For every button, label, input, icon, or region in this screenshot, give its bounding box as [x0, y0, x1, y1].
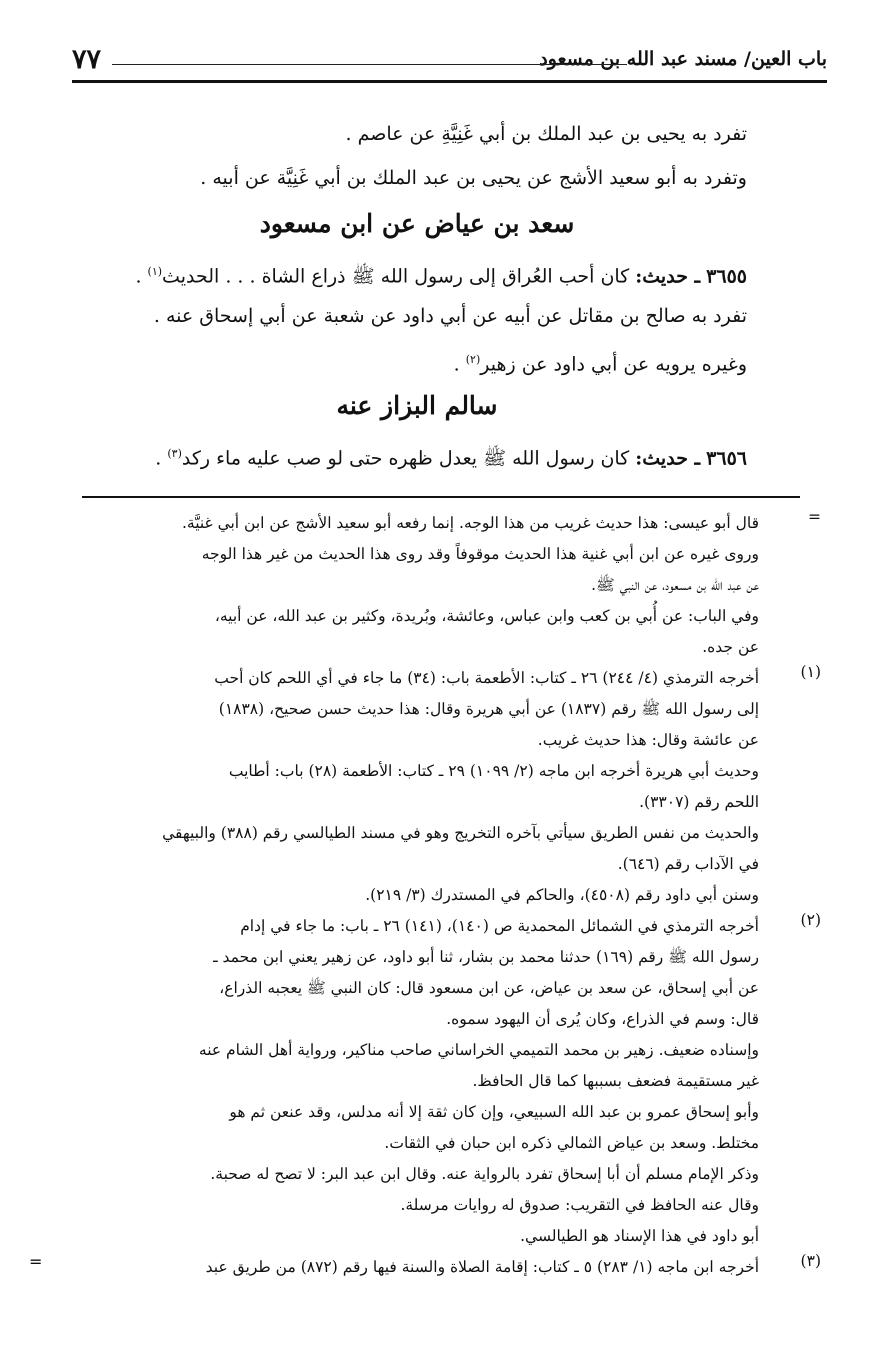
footnote-line: غير مستقيمة فضعف بسببها كما قال الحافظ. — [472, 1072, 759, 1090]
hadith-entry: ٣٦٥٦ ـ حديث: كان رسول الله ﷺ يعدل ظهره حتى لو صب عليه ماء ركد$^{(٣)}$ . — [155, 447, 747, 470]
hadith-number: ٣٦٥٦ — [706, 447, 747, 470]
footnote-line: عن عبد الله بن مسعود، عن النبي ﷺ. — [591, 576, 759, 594]
header-dash-line — [112, 64, 627, 65]
footnote-line: قال أبو عيسى: هذا حديث غريب من هذا الوجه. إنما رفعه أبو سعيد الأشج عن ابن أبي غنيَّة. — [181, 514, 759, 532]
footnote-line: مختلط. وسعد بن عياض الثمالي ذكره ابن حبان في الثقات. — [384, 1134, 759, 1152]
footnote-ref: (٢) — [465, 353, 481, 366]
footnote-line: عن جده. — [702, 638, 759, 656]
hadith-label: ـ حديث: — [635, 447, 701, 470]
footnote-line: قال: وسم في الذراع، وكان يُرى أن اليهود سموه. — [446, 1010, 759, 1028]
footnote-3 — [29, 1252, 821, 1283]
footnote-line: وسنن أبي داود رقم (٤٥٠٨)، والحاكم في المستدرك (٣/ ٢١٩). — [365, 886, 759, 904]
footnote-marker: (٢) — [800, 911, 821, 929]
footnote-line: وقال عنه الحافظ في التقريب: صدوق له روايات مرسلة. — [400, 1196, 759, 1214]
footnote-separator — [82, 496, 800, 498]
footnote-2 — [59, 911, 821, 1252]
footnote-marker: (١) — [800, 663, 821, 681]
main-text — [87, 112, 747, 476]
text-line: وتفرد به أبو سعيد الأشج عن يحيى بن عبد الملك بن أبي غَنِيَّة عن أبيه . — [200, 167, 747, 189]
footnotes — [29, 508, 821, 1283]
continuation-mark: = — [808, 508, 821, 526]
footnote-line: أبو داود في هذا الإسناد هو الطيالسي. — [520, 1227, 759, 1245]
page-header — [72, 44, 827, 84]
footnote-line: وذكر الإمام مسلم أن أبا إسحاق تفرد بالرواية عنه. وقال ابن عبد البر: لا تصح له صحبة. — [210, 1165, 759, 1183]
section-heading: سالم البزاز عنه — [336, 391, 498, 420]
footnote-1 — [59, 663, 821, 911]
footnote-line: أخرجه الترمذي في الشمائل المحمدية ص (١٤٠)، (١٤١) ٢٦ ـ باب: ما جاء في إدام — [240, 917, 759, 935]
footnote-line: إلى رسول الله ﷺ رقم (١٨٣٧) عن أبي هريرة وقال: هذا حديث حسن صحيح، (١٨٣٨) — [218, 700, 759, 718]
hadith-number: ٣٦٥٥ — [706, 265, 747, 288]
footnote-continuation — [59, 508, 821, 663]
hadith-text: كان أحب العُراق إلى رسول الله ﷺ ذراع الشاة . . . الحديث — [162, 265, 636, 288]
hadith-entry: ٣٦٥٥ ـ حديث: كان أحب العُراق إلى رسول الله ﷺ ذراع الشاة . . . الحديث$^{(١)}$ . — [135, 265, 747, 288]
hadith-text: كان رسول الله ﷺ يعدل ظهره حتى لو صب عليه ماء ركد — [181, 447, 636, 470]
footnote-line: اللحم رقم (٣٣٠٧). — [639, 793, 759, 811]
footnote-line: وإسناده ضعيف. زهير بن محمد التميمي الخراساني صاحب مناكير، ورواية أهل الشام عنه — [198, 1041, 759, 1059]
text-line: تفرد به صالح بن مقاتل عن أبيه عن أبي داود عن شعبة عن أبي إسحاق عنه . — [153, 305, 747, 327]
section-heading: سعد بن عياض عن ابن مسعود — [259, 209, 575, 238]
text-line: تفرد به يحيى بن عبد الملك بن أبي غَنِيَّةِ عن عاصم . — [345, 123, 747, 145]
footnote-line: وفي الباب: عن أُبي بن كعب وابن عباس، وعائشة، وبُريدة، وكثير بن عبد الله، عن أبيه، — [214, 607, 759, 625]
footnote-line: أخرجه ابن ماجه (١/ ٢٨٣) ٥ ـ كتاب: إقامة الصلاة والسنة فيها رقم (٨٧٢) من طريق عبد — [205, 1258, 759, 1276]
running-title: باب العين/ مسند عبد الله بن مسعود — [539, 48, 827, 70]
footnote-line: عن عائشة وقال: هذا حديث غريب. — [537, 731, 759, 749]
footnote-line: في الآداب رقم (٦٤٦). — [617, 855, 759, 873]
footnote-ref: (١) — [147, 265, 163, 278]
continued-mark: = — [29, 1252, 43, 1271]
footnote-line: وحديث أبي هريرة أخرجه ابن ماجه (٢/ ١٠٩٩) ٢٩ ـ كتاب: الأطعمة (٢٨) باب: أطايب — [228, 762, 759, 780]
footnote-line: والحديث من نفس الطريق سيأتي بآخره التخريج وهو في مسند الطيالسي رقم (٣٨٨) والبيهقي — [162, 824, 759, 842]
footnote-line: وأبو إسحاق عمرو بن عبد الله السبيعي، وإن كان ثقة إلا أنه مدلس، وقد عنعن ثم هو — [229, 1103, 759, 1121]
footnote-line: عن أبي إسحاق، عن سعد بن عياض، عن ابن مسعود قال: كان النبي ﷺ يعجبه الذراع، — [219, 979, 759, 997]
footnote-ref: (٣) — [167, 447, 182, 460]
text-span: وغيره يرويه عن أبي داود عن زهير — [480, 353, 747, 376]
text-line: وغيره يرويه عن أبي داود عن زهير$^{(٢)}$ . — [453, 353, 747, 376]
page-number: ٧٧ — [72, 44, 102, 75]
hadith-label: ـ حديث: — [635, 265, 701, 288]
footnote-line: رسول الله ﷺ رقم (١٦٩) حدثنا محمد بن بشار، ثنا أبو داود، عن زهير يعني ابن محمد ـ — [213, 948, 759, 966]
footnote-line: وروى غيره عن ابن أبي غنية هذا الحديث موقوفاً وقد روى هذا الحديث من غير هذا الوجه — [201, 545, 759, 563]
header-rule — [72, 80, 827, 83]
footnote-marker: (٣) — [800, 1252, 821, 1270]
footnote-line: أخرجه الترمذي (٤/ ٢٤٤) ٢٦ ـ كتاب: الأطعمة باب: (٣٤) ما جاء في أي اللحم كان أحب — [214, 669, 759, 687]
